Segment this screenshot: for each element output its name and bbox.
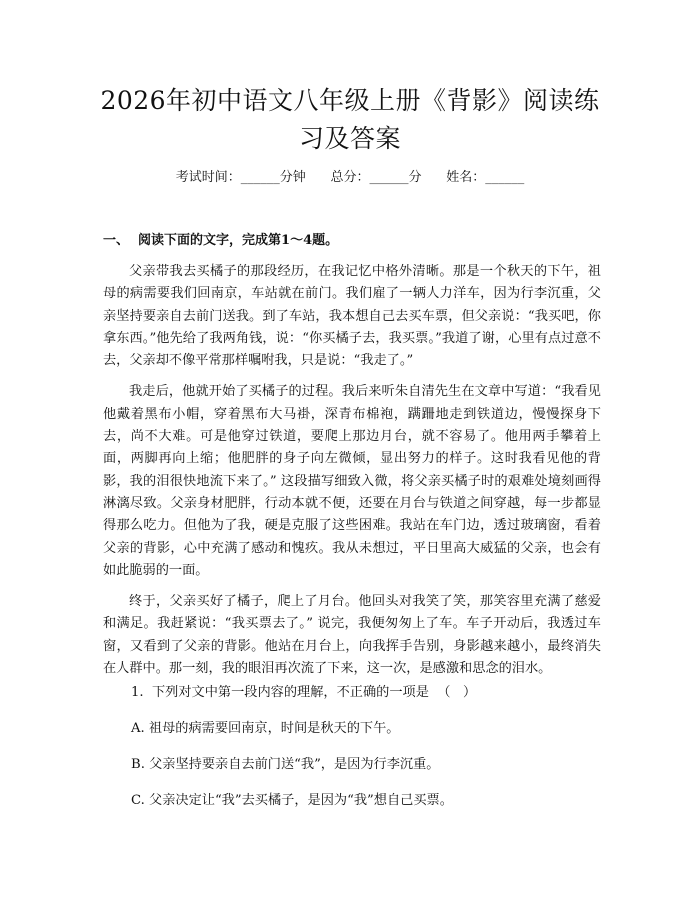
section-heading: 一、 阅读下面的文字，完成第1～4题。 <box>103 233 339 248</box>
question-1-stem: 1. 下列对文中第一段内容的理解，不正确的一项是 （ ） <box>131 685 477 700</box>
question-1-option-a: A. 祖母的病需要回南京，时间是秋天的下午。 <box>131 721 400 736</box>
question-block <box>131 682 601 826</box>
document-title: 2026年初中语文八年级上册《背影》阅读练习及答案 <box>100 86 600 153</box>
passage-paragraph-3: 终于，父亲买好了橘子，爬上了月台。他回头对我笑了笑，那笑容里充满了慈爱和满足。我赶紧说：“我买票去了。” 说完，我便匆匆上了车。车子开动后，我透过车窗，又看到了父亲的背影。他站在月台上，向我挥手告别，身影越来越小，最终消失在人群中。那一刻，我的眼泪再次流了下来，这一次，是感激和思念的泪水。 <box>103 594 601 677</box>
exam-info-line: 考试时间：______分钟 总分：______分 姓名：______ <box>175 170 525 185</box>
passage-paragraph-2: 我走后，他就开始了买橘子的过程。我后来听朱自清先生在文章中写道：“我看见他戴着黑布小帽，穿着黑布大马褂，深青布棉袍，蹒跚地走到铁道边，慢慢探身下去，尚不大难。可是他穿过铁道，要爬上那边月台，就不容易了。他用两手攀着上面，两脚再向上缩；他肥胖的身子向左微倾，显出努力的样子。这时我看见他的背影，我的泪很快地流下来了。” 这段描写细致入微，将父亲买橘子时的艰难处境刻画得淋漓尽致。父亲身材肥胖，行动本就不便，还要在月台与铁道之间穿越，每一步都显得那么吃力。但他为了我，硬是克服了这些困难。我站在车门边，透过玻璃窗，看着父亲的背影，心中充满了感动和愧疚。我从未想过，平日里高大威猛的父亲，也会有如此脆弱的一面。 <box>103 384 601 578</box>
reading-passage <box>103 261 601 689</box>
passage-paragraph-1: 父亲带我去买橘子的那段经历，在我记忆中格外清晰。那是一个秋天的下午，祖母的病需要我们回南京，车站就在前门。我们雇了一辆人力洋车，因为行李沉重，父亲坚持要亲自去前门送我。到了车站，我本想自己去买车票，但父亲说：“我买吧，你拿东西。”他先给了我两角钱，说：“你买橘子去，我买票。”我道了谢，心里有点过意不去，父亲却不像平常那样嘱咐我，只是说：“我走了。” <box>103 264 601 369</box>
question-1-option-b: B. 父亲坚持要亲自去前门送“我”，是因为行李沉重。 <box>131 757 440 772</box>
question-1-option-c: C. 父亲决定让“我”去买橘子，是因为“我”想自己买票。 <box>131 793 453 808</box>
